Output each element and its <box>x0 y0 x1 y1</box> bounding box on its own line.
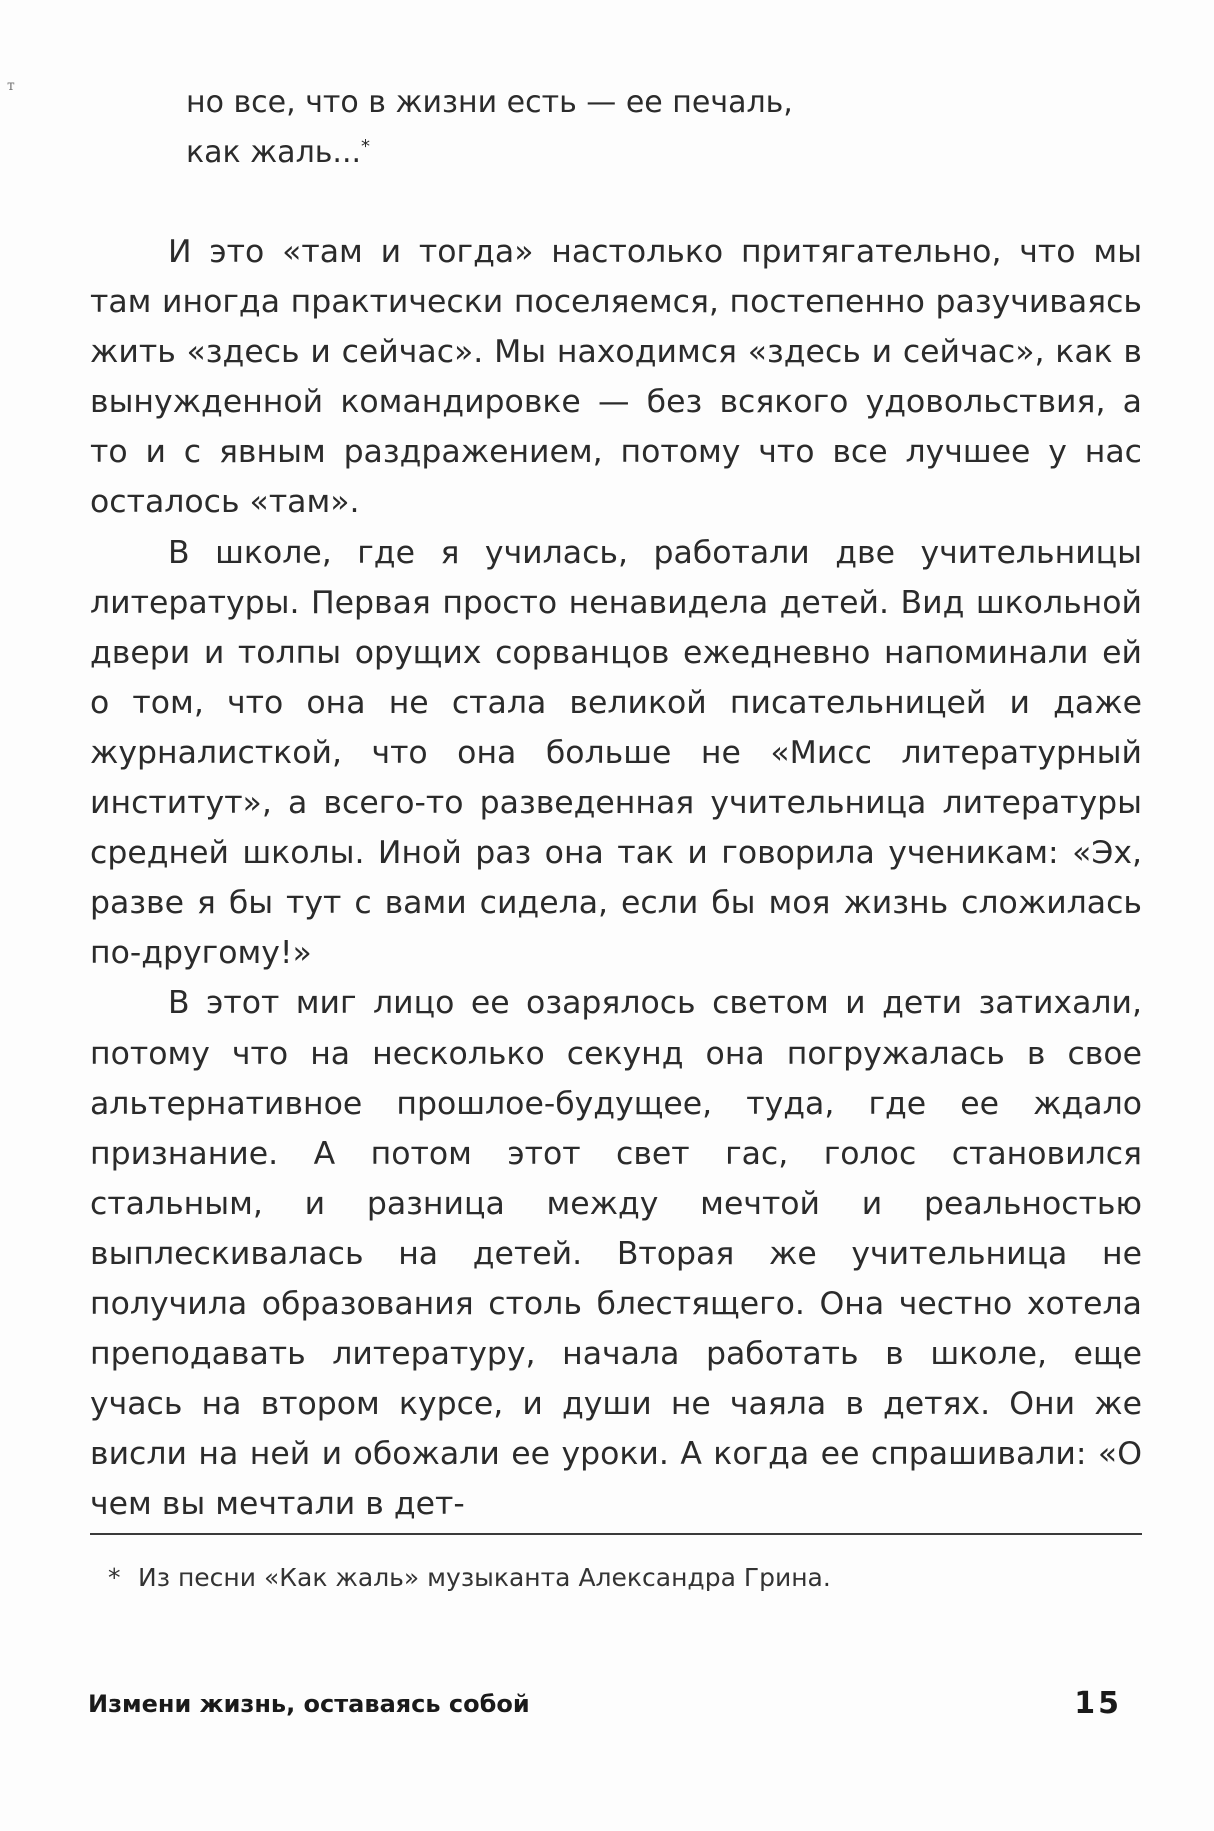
page-number: 15 <box>1074 1686 1122 1721</box>
verse-line-2 <box>186 128 1086 178</box>
paragraph-3: В этот миг лицо ее озарялось светом и дети затихали, потому что на несколько секунд она погружалась в свое альтернативное прошлое-будущее, туда, где ее ждало признание. А потом этот свет гас, голос становился стальным, и разница между мечтой и реальностью выплескивалась на детей. Вторая же учительница не получила образования столь блестящего. Она честно хотела преподавать литературу, начала работать в школе, еще учась на втором курсе, и души не чаяла в детях. Они же висли на ней и обожали ее уроки. А когда ее спрашивали: «О чем вы мечтали в дет- <box>90 985 1142 1523</box>
footnote-text: Из песни «Как жаль» музыканта Александра Грина. <box>138 1563 831 1592</box>
running-title: Измени жизнь, оставаясь собой <box>88 1690 530 1718</box>
footnote-divider <box>90 1533 1142 1535</box>
verse-line-1: но все, что в жизни есть — ее печаль, <box>186 85 793 120</box>
verse-quote <box>186 78 1086 178</box>
paragraph-1: И это «там и тогда» настолько притягательно, что мы там иногда практически поселяемся, постепенно разучиваясь жить «здесь и сейчас». Мы находимся «здесь и сейчас», как в вынужденной командировке — без всякого удовольствия, а то и с явным раздражением, потому что все лучшее у нас осталось «там». <box>90 234 1142 521</box>
body-text <box>90 227 1142 1529</box>
footnote-reference: * <box>361 136 371 157</box>
footnote-marker: * <box>108 1563 121 1592</box>
footnote <box>108 1558 1128 1598</box>
paragraph-2: В школе, где я училась, работали две учительницы литературы. Первая просто ненавидела детей. Вид школьной двери и толпы орущих сорванцов ежедневно напоминали ей о том, что она не стала великой писательницей и даже журналисткой, что она больше не «Мисс литературный институт», а всего-то разведенная учительница литературы средней школы. Иной раз она так и говорила ученикам: «Эх, разве я бы тут с вами сидела, если бы моя жизнь сложилась по-другому!» <box>90 534 1142 972</box>
page-edge-mark: т <box>7 78 15 94</box>
verse-line-2-text: как жаль... <box>186 135 362 170</box>
